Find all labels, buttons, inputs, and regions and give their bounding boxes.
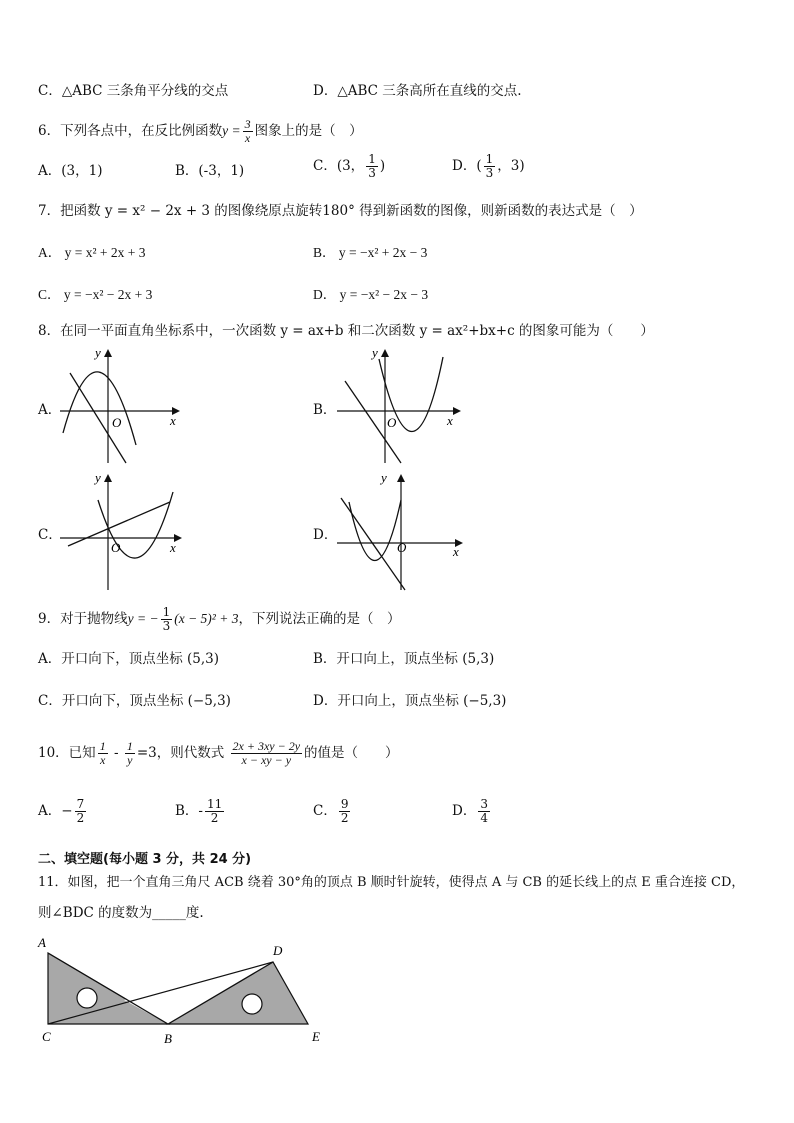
origin-label: O [112,415,122,430]
q9-option-c: C．开口向下，顶点坐标 (−5,3) [38,693,231,709]
q6-c-post: ) [379,158,386,174]
q10-minus: - [113,745,119,761]
q10-f3-num: 2x + 3xy − 2y [232,739,301,753]
x-label: x [453,544,459,559]
q10-c-frac [339,798,351,825]
q10-option-d [452,798,492,825]
q6-d-frac [484,153,496,180]
q8-graph-d [335,470,467,594]
label-a: A [38,935,46,950]
q10-option-b [175,798,226,825]
y-axis-arrow [104,349,112,357]
q10-b-num: 11 [206,797,223,811]
q10-a-pre: A．− [38,803,73,819]
q9-func-num: 1 [162,605,171,619]
q9-option-d: D．开口向上，顶点坐标 (−5,3) [313,693,507,709]
q6-d-num: 1 [485,152,494,166]
x-label: x [447,413,453,428]
q5-option-d: D．△ABC 三条高所在直线的交点. [313,83,522,99]
q8-stem: 8．在同一平面直角坐标系中，一次函数 y = ax+b 和二次函数 y = ax²+bx+c 的图象可能为（ ） [38,323,654,339]
q10-option-c [313,798,352,825]
q8-option-b: B． [313,402,337,418]
q6-stem [38,118,363,145]
parabola-curve [349,500,401,561]
q6-func-num: 3 [244,117,251,131]
q8-graph-c [58,470,186,594]
q6-c-frac [366,153,378,180]
origin-label: O [111,540,121,555]
x-axis-arrow [453,407,461,415]
q9-func-den: 3 [162,619,171,633]
y-label: y [381,470,387,485]
y-label: y [95,345,101,360]
q10-frac-1 [98,740,108,767]
q11-figure [30,935,330,1047]
q8-option-a: A． [38,402,62,418]
q10-f2-den: y [127,753,133,767]
q6-d-den: 3 [485,166,494,180]
q8-option-c: C． [38,527,62,543]
q6-stem-post: 图象上的是（ ） [254,123,363,139]
q10-f2-num: 1 [126,739,133,753]
q10-eq: =3，则代数式 [136,745,225,761]
q10-stem-pre: 10．已知 [38,745,96,761]
y-label: y [95,470,101,485]
q8-graph-a [58,345,183,467]
label-e: E [312,1029,320,1044]
q7-option-a: A． y = x² + 2x + 3 [38,245,146,260]
q6-c-den: 3 [368,166,376,180]
label-c: C [42,1029,51,1044]
q8-option-d: D． [313,527,338,543]
q6-option-d [452,153,525,180]
q9-stem-post: ，下列说法正确的是（ ） [238,611,401,627]
q10-a-frac [75,798,87,825]
q10-b-pre: B．- [175,803,203,819]
q9-option-b: B．开口向上，顶点坐标 (5,3) [313,651,495,667]
q10-option-a [38,798,88,825]
y-axis-arrow [397,474,405,482]
q6-func-den: x [244,131,251,145]
q10-f1-num: 1 [99,739,106,753]
q10-b-den: 2 [210,811,219,825]
q10-frac-2 [125,740,135,767]
q10-d-den: 4 [480,811,488,825]
q8-graph-b [335,345,465,467]
q7-stem: 7．把函数 y = x² − 2x + 3 的图像绕原点旋转180° 得到新函数的图像，则新函数的表达式是（ ） [38,203,643,219]
section-title: 二、填空题(每小题 3 分，共 24 分) [38,852,252,867]
origin-label: O [387,415,397,430]
q5-option-c: C．△ABC 三条角平分线的交点 [38,83,229,99]
x-label: x [170,540,176,555]
parabola-curve [63,372,136,445]
y-label: y [372,345,378,360]
q10-f1-den: x [100,753,106,767]
q9-stem-pre: 9．对于抛物线 [38,611,128,627]
q6-option-c [313,153,385,180]
x-label: x [170,413,176,428]
q10-d-pre: D． [452,803,477,819]
q11-line-2: 则∠BDC 的度数为_____度. [38,905,204,921]
q10-a-den: 2 [76,811,85,825]
q6-c-pre: C．(3， [313,158,365,174]
q6-c-num: 1 [368,152,376,166]
origin-label: O [397,540,407,555]
q10-d-num: 3 [480,797,488,811]
q6-option-a: A．(3，1) [38,163,103,179]
q6-option-b: B．(-3，1) [175,163,245,179]
q6-func-frac [243,118,253,145]
ruler-hole-right [242,994,262,1014]
q10-frac-3 [231,740,303,767]
q9-option-a: A．开口向下，顶点坐标 (5,3) [38,651,220,667]
y-axis-arrow [381,349,389,357]
q6-d-post: ，3) [497,158,525,174]
q7-option-d: D． y = −x² − 2x − 3 [313,287,429,302]
q10-c-num: 9 [340,797,349,811]
q11-line-1: 11．如图，把一个直角三角尺 ACB 绕着 30°角的顶点 B 顺时针旋转，使得点 A 与 CB 的延长线上的点 E 重合连接 CD， [38,875,745,890]
linear-line [341,498,405,590]
q6-d-pre: D．( [452,158,482,174]
ruler-hole-left [77,988,97,1008]
q10-stem [38,740,399,767]
q10-c-den: 2 [340,811,349,825]
y-axis-arrow [104,474,112,482]
q6-func-lhs: y = [222,123,241,138]
label-b: B [164,1031,172,1046]
q10-a-num: 7 [76,797,85,811]
q9-func-pre: y = − [127,611,159,626]
q9-func-post: (x − 5)² + 3 [174,611,239,626]
q9-stem [38,606,400,633]
label-d: D [273,943,283,958]
q6-stem-pre: 6．下列各点中，在反比例函数 [38,123,223,139]
parabola-curve [98,492,173,558]
q9-func-frac [161,606,173,633]
q7-option-b: B． y = −x² + 2x − 3 [313,245,428,260]
q10-b-frac [205,798,224,825]
q10-c-pre: C． [313,803,337,819]
q10-f3-den: x − xy − y [241,753,292,767]
q7-option-c: C． y = −x² − 2x + 3 [38,287,153,302]
q10-stem-post: 的值是（ ） [304,745,399,761]
q10-d-frac [478,798,490,825]
